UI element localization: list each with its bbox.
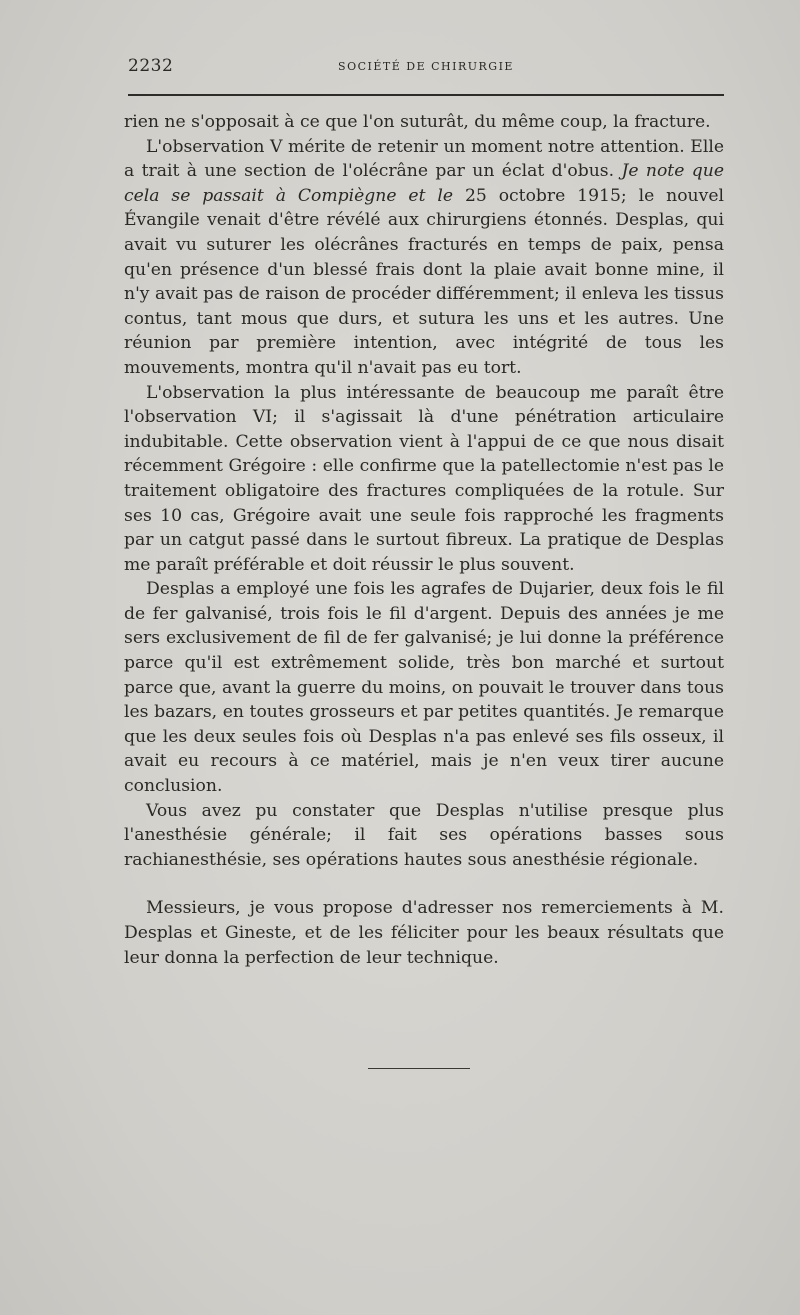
paragraph-gap [124, 872, 724, 896]
running-title: SOCIÉTÉ DE CHIRURGIE [338, 60, 514, 73]
header-rule [128, 94, 724, 96]
paragraph: Desplas a employé une fois les agrafes de Dujarier, deux fois le fil de fer galvanisé, trois fois le fil d'argent. Depuis des années je me sers exclusivement de fil de fer galvanisé; je lui donne la préférence parce qu'il est extrêmement solide, très bon marché et surtout parce que, avant la guerre du moins, on pouvait le trouver dans tous les bazars, en toutes grosseurs et par petites quantités. Je remarque que les deux seules fois où Desplas n'a pas enlevé ses fils osseux, il avait eu recours à ce matériel, mais je n'en veux tirer aucune conclusion. [124, 579, 724, 797]
paragraph: L'observation la plus intéressante de beaucoup me paraît être l'observation VI; il s'agissait là d'une pénétration articulaire indubitable. Cette observation vient à l'appui de ce que nous disait récemment Grégoire : elle confirme que la patellectomie n'est pas le traitement obligatoire des fractures compliquées de la rotule. Sur ses 10 cas, Grégoire avait une seule fois rapproché les fragments par un catgut passé dans le surtout fibreux. La pratique de Desplas me paraît préférable et doit réussir le plus souvent. [124, 382, 724, 575]
paragraph-text: 25 octobre 1915; le nouvel Évangile venait d'être révélé aux chirurgiens étonnés. Desplas, qui avait vu suturer les olécrânes fracturés en temps de paix, pensa qu'en présence d'un blessé frais dont la plaie avait bonne mine, il n'y avait pas de raison de procéder différemment; il enleva les tissus contus, tant mous que durs, et sutura les uns et les autres. Une réunion par première intention, avec intégrité de tous les mouvements, montra qu'il n'avait pas eu tort. [124, 185, 725, 378]
paragraph: Vous avez pu constater que Desplas n'utilise presque plus l'anesthésie générale; il fait ses opérations basses sous rachianesthésie, ses opérations hautes sous anesthésie régionale. [124, 800, 724, 870]
paragraph: Messieurs, je vous propose d'adresser nos remerciements à M. Desplas et Gineste, et de les féliciter pour les beaux résultats que leur donna la perfection de leur technique. [124, 898, 724, 968]
italic-text: Je note que cela se passait à Compiègne et le [124, 161, 724, 206]
paragraph-text: L'observation V mérite de retenir un moment notre attention. Elle a trait à une section de l'olécrâne par un éclat d'obus. [124, 136, 724, 182]
page-number: 2232 [128, 56, 174, 76]
paragraph: rien ne s'opposait à ce que l'on suturât, du même coup, la fracture. [124, 112, 711, 132]
closing-rule [368, 1068, 470, 1069]
page-header [128, 52, 724, 82]
article-body [124, 110, 724, 970]
paragraph [124, 135, 724, 381]
